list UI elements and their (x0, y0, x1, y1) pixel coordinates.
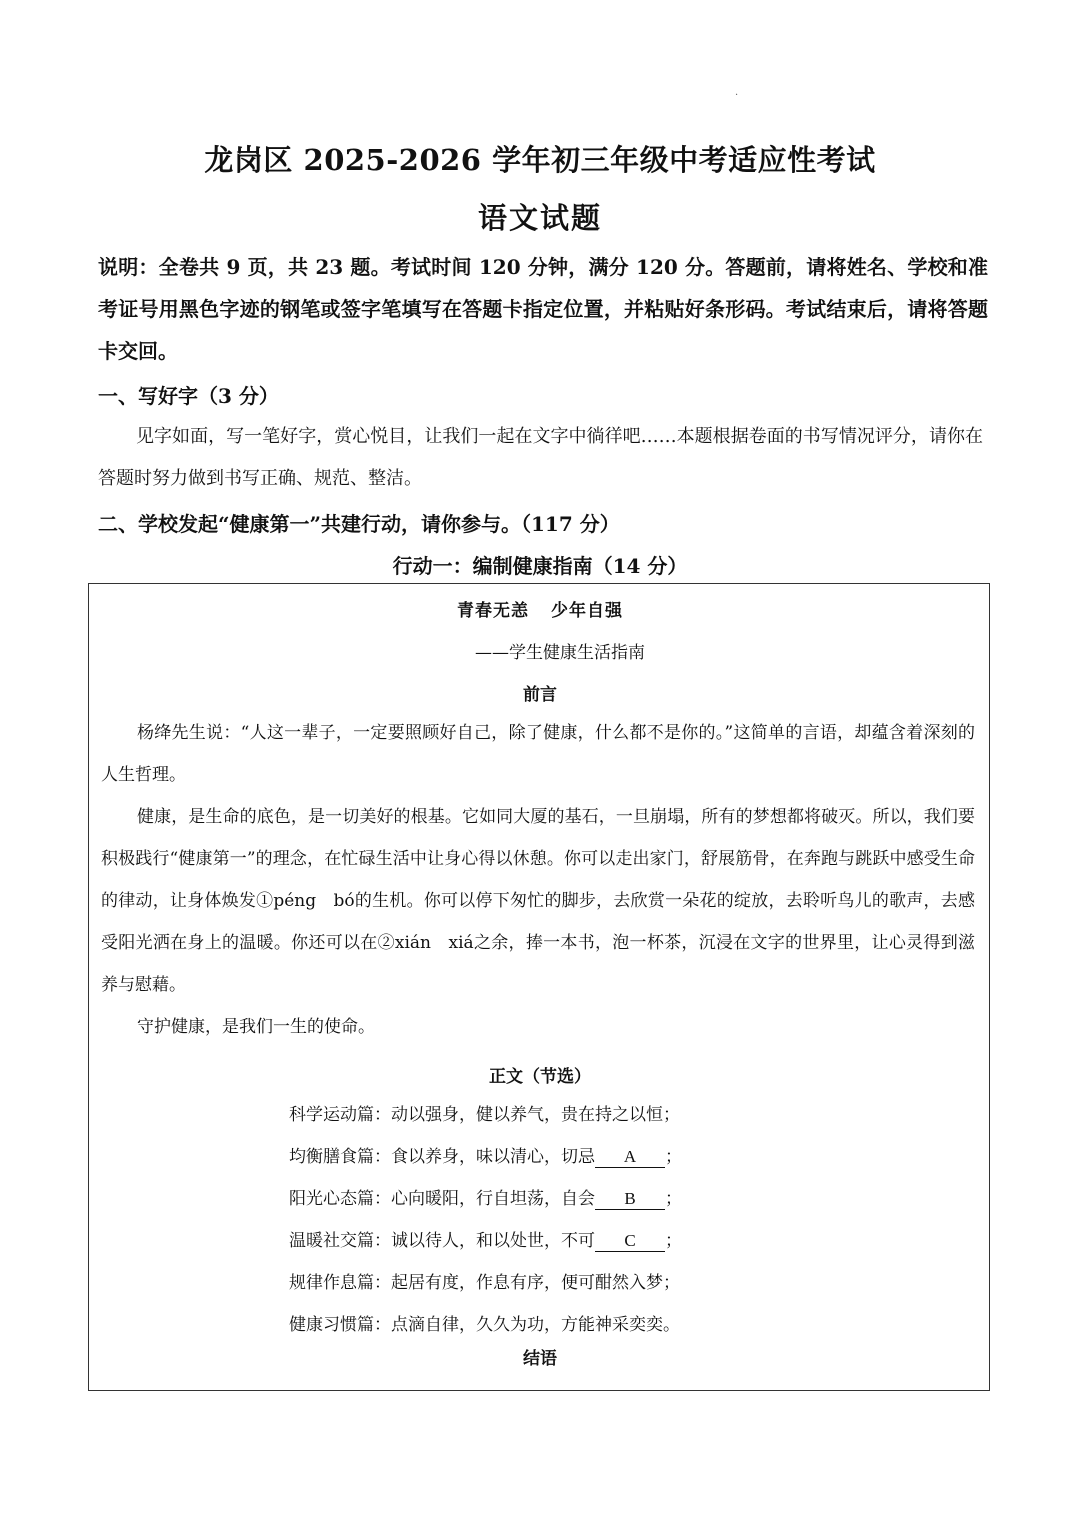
chapter-name: 阳光心态篇： (289, 1189, 391, 1209)
chapter-text: 食以养身，味以清心，切忌 (391, 1147, 595, 1167)
chapter-text: 心向暖阳，行自坦荡，自会 (391, 1189, 595, 1209)
exam-title: 龙岗区 2025-2026 学年初三年级中考适应性考试 (204, 143, 876, 177)
chapter-end: ； (665, 1189, 682, 1209)
chapter-text: 诚以待人，和以处世，不可 (391, 1231, 595, 1251)
chapter-line (289, 1094, 809, 1136)
scan-dot: · (735, 90, 739, 101)
main-text-heading: 正文（节选） (489, 1067, 591, 1087)
chapter-name: 均衡膳食篇： (289, 1147, 391, 1167)
guide-title (89, 596, 991, 621)
chapter-line (289, 1304, 809, 1346)
action-1-heading: 行动一：编制健康指南（14 分） (392, 554, 688, 578)
exam-instructions: 说明：全卷共 9 页，共 23 题。考试时间 120 分钟，满分 120 分。答题前，请将姓名、学校和准考证号用黑色字迹的钢笔或签字笔填写在答题卡指定位置，并粘贴好条形码。考试结束后，请将答题卡交回。 (98, 255, 988, 363)
chapter-text: 动以强身，健以养气，贵在持之以恒； (391, 1105, 680, 1125)
preface-heading: 前言 (523, 685, 557, 705)
chapter-name: 科学运动篇： (289, 1105, 391, 1125)
chapter-end: ； (665, 1231, 682, 1251)
conclusion-heading: 结语 (523, 1349, 557, 1369)
preface-paragraph-2 (101, 796, 975, 1006)
chapter-name: 规律作息篇： (289, 1273, 391, 1293)
chapter-line (289, 1220, 809, 1262)
section-1-heading: 一、写好字（3 分） (98, 384, 279, 408)
chapter-line (289, 1136, 809, 1178)
guide-title-part2: 少年自强 (551, 601, 623, 621)
chapter-end: ； (665, 1147, 682, 1167)
chapter-line (289, 1262, 809, 1304)
preface-p3-text: 守护健康，是我们一生的使命。 (137, 1017, 375, 1037)
chapter-name: 温暖社交篇： (289, 1231, 391, 1251)
section-2-heading: 二、学校发起“健康第一”共建行动，请你参与。（117 分） (98, 512, 620, 536)
fill-blank-b: B (595, 1189, 665, 1210)
preface-p1-text: 杨绛先生说：“人这一辈子，一定要照顾好自己，除了健康，什么都不是你的。”这简单的言语，却蕴含着深刻的人生哲理。 (101, 723, 975, 785)
fill-blank-a: A (595, 1147, 665, 1168)
guide-title-part1: 青春无恙 (457, 601, 529, 621)
section-1-text: 见字如面，写一笔好字，赏心悦目，让我们一起在文字中徜徉吧……本题根据卷面的书写情况评分，请你在答题时努力做到书写正确、规范、整洁。 (98, 426, 983, 489)
preface-paragraph-3 (101, 1006, 975, 1048)
chapter-text: 起居有度，作息有序，便可酣然入梦； (391, 1273, 680, 1293)
chapter-text: 点滴自律，久久为功，方能神采奕奕。 (391, 1315, 680, 1335)
preface-p2-text: 健康，是生命的底色，是一切美好的根基。它如同大厦的基石，一旦崩塌，所有的梦想都将破灭。所以，我们要积极践行“健康第一”的理念，在忙碌生活中让身心得以休憩。你可以走出家门，舒展筋骨，在奔跑与跳跃中感受生命的律动，让身体焕发①péng bó的生机。你可以停下匆忙的脚步，去欣赏一朵花的绽放，去聆听鸟儿的歌声，去感受阳光洒在身上的温暖。你还可以在②xián xiá之余，捧一本书，泡一杯茶，沉浸在文字的世界里，让心灵得到滋养与慰藉。 (101, 807, 975, 995)
chapter-line (289, 1178, 809, 1220)
chapter-list (289, 1094, 809, 1346)
fill-blank-c: C (595, 1231, 665, 1252)
preface-paragraph-1 (101, 712, 975, 796)
exam-subtitle: 语文试题 (477, 201, 602, 235)
guide-subtitle: ——学生健康生活指南 (475, 643, 645, 663)
health-guide-box (88, 583, 990, 1391)
chapter-name: 健康习惯篇： (289, 1315, 391, 1335)
